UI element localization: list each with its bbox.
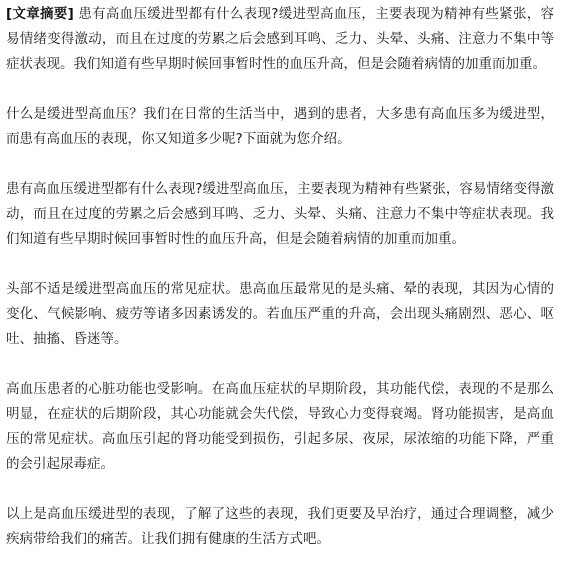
paragraph-heart-kidney: 高血压患者的心脏功能也受影响。在高血压症状的早期阶段，其功能代偿，表现的不是那么明显，在症状的后期阶段，其心功能就会失代偿，导致心力变得衰竭。肾功能损害，是高血压的常见症状。高血压引起的肾功能受到损伤，引起多尿、夜尿，尿浓缩的功能下降，严重的会引起尿毒症。 (6, 381, 554, 472)
paragraph-symptoms: 患有高血压缓进型都有什么表现?缓进型高血压，主要表现为精神有些紧张，容易情绪变得激动，而且在过度的劳累之后会感到耳鸣、乏力、头晕、头痛、注意力不集中等症状表现。我们知道有些早期时候回事暂时性的血压升高，但是会随着病情的加重而加重。 (6, 181, 554, 247)
summary-text: 患有高血压缓进型都有什么表现?缓进型高血压，主要表现为精神有些紧张，容易情绪变得激动，而且在过度的劳累之后会感到耳鸣、乏力、头晕、头痛、注意力不集中等症状表现。我们知道有些早期时候回事暂时性的血压升高，但是会随着病情的加重而加重。 (6, 6, 555, 72)
paragraph-conclusion: 以上是高血压缓进型的表现，了解了这些的表现，我们更要及早治疗，通过合理调整，减少疾病带给我们的痛苦。让我们拥有健康的生活方式吧。 (6, 506, 554, 547)
paragraph-head-discomfort: 头部不适是缓进型高血压的常见症状。患高血压最常见的是头痛、晕的表现，其因为心情的变化、气候影响、疲劳等诸多因素诱发的。若血压严重的升高，会出现头痛剧烈、恶心、呕吐、抽搐、昏迷等。 (6, 281, 554, 347)
summary-tag: [文章摘要] (6, 6, 74, 22)
summary-paragraph (6, 2, 554, 77)
paragraph-intro: 什么是缓进型高血压？我们在日常的生活当中，遇到的患者，大多患有高血压多为缓进型，而患有高血压的表现，你又知道多少呢?下面就为您介绍。 (6, 106, 554, 147)
